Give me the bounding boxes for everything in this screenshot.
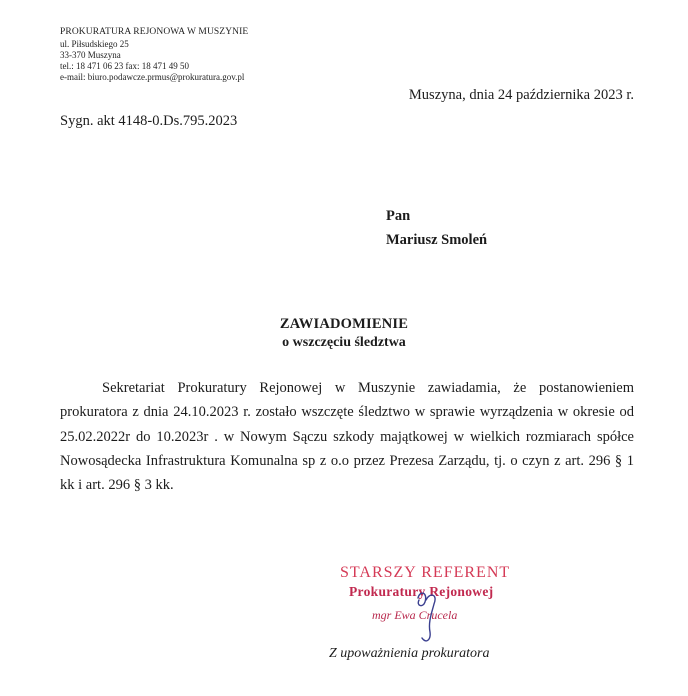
- stamp-line-position: STARSZY REFERENT: [340, 564, 511, 581]
- sender-postal-city: 33-370 Muszyna: [60, 50, 121, 60]
- authorization-note: Z upoważnienia prokuratora: [329, 646, 490, 661]
- sender-organization: PROKURATURA REJONOWA W MUSZYNIE: [60, 27, 249, 37]
- case-reference: Sygn. akt 4148-0.Ds.795.2023: [60, 113, 238, 129]
- sender-street: ul. Piłsudskiego 25: [60, 39, 129, 49]
- document-title: ZAWIADOMIENIE: [279, 316, 409, 332]
- document-body: Sekretariat Prokuratury Rejonowej w Muszynie zawiadamia, że postanowieniem prokuratora z dnia 24.10.2023 r. zostało wszczęte śledztwo w sprawie wyrządzenia w okresie od 25.02.2022r do 10.2023r . w Nowym Sączu szkody majątkowej w wielkich rozmiarach spółce Nowosądecka Infrastruktura Komunalna sp z o.o przez Prezesa Zarządu, tj. o czyn z art. 296 § 1 kk i art. 296 § 3 kk.: [60, 380, 634, 494]
- addressee-name: Mariusz Smoleń: [386, 232, 488, 248]
- addressee-title: Pan: [386, 208, 411, 224]
- stamp-line-name: mgr Ewa Crucela: [372, 608, 458, 622]
- sender-email: e-mail: biuro.podawcze.prmus@prokuratura.gov.pl: [60, 72, 245, 82]
- handwritten-signature: [410, 588, 450, 648]
- sender-phone-fax: tel.: 18 471 06 23 fax: 18 471 49 50: [60, 61, 189, 71]
- place-and-date: Muszyna, dnia 24 października 2023 r.: [408, 87, 634, 103]
- stamp-line-office: Prokuratury Rejonowej: [349, 584, 494, 599]
- document-subtitle: o wszczęciu śledztwa: [282, 335, 406, 350]
